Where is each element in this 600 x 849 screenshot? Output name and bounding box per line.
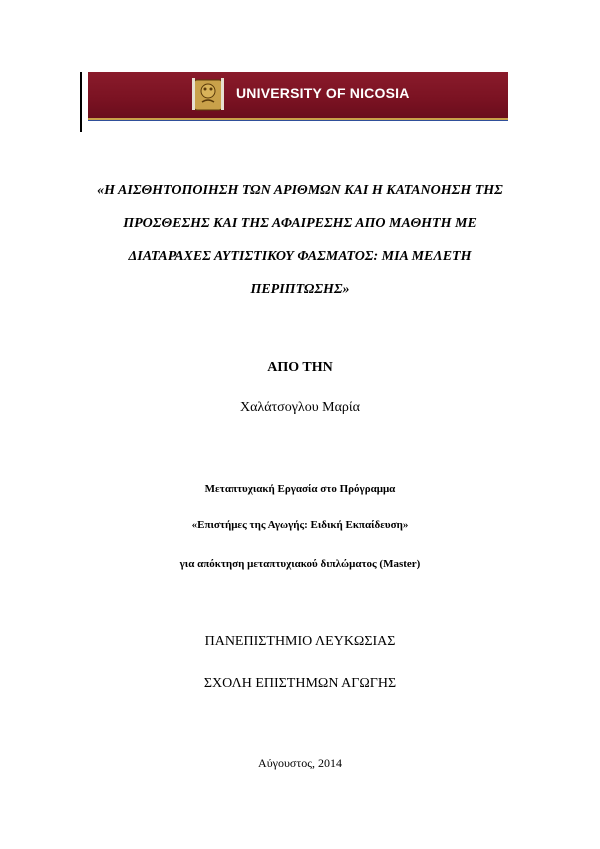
degree-line: για απόκτηση μεταπτυχιακού διπλώματος (Master) (179, 558, 421, 570)
program-name: «Επιστήμες της Αγωγής: Ειδική Εκπαίδευση» (191, 519, 409, 531)
thesis-title (60, 174, 540, 306)
author-name: Χαλάτσογλου Μαρία (239, 400, 361, 415)
university-crest-icon (188, 74, 228, 114)
university-name: UNIVERSITY OF NICOSIA (236, 85, 410, 101)
program-line: Μεταπτυχιακή Εργασία στο Πρόγραμμα (204, 483, 396, 495)
university-banner (88, 72, 508, 120)
title-line: ΠΕΡΙΠΤΩΣΗΣ» (250, 282, 350, 297)
title-line: ΔΙΑΤΑΡΑΧΕΣ ΑΥΤΙΣΤΙΚΟΥ ΦΑΣΜΑΤΟΣ: ΜΙΑ ΜΕΛΕΤΗ (128, 249, 472, 264)
title-line: ΠΡΟΣΘΕΣΗΣ ΚΑΙ ΤΗΣ ΑΦΑΙΡΕΣΗΣ ΑΠΟ ΜΑΘΗΤΗ ΜΕ (123, 216, 477, 231)
title-line: «Η ΑΙΣΘΗΤΟΠΟΙΗΣΗ ΤΩΝ ΑΡΙΘΜΩΝ ΚΑΙ Η ΚΑΤΑΝΟΗΣΗ ΤΗΣ (97, 183, 503, 198)
banner-rule (88, 120, 508, 121)
school-title: ΣΧΟΛΗ ΕΠΙΣΤΗΜΩΝ ΑΓΩΓΗΣ (203, 676, 397, 691)
margin-line (80, 72, 82, 132)
university-title: ΠΑΝΕΠΙΣΤΗΜΙΟ ΛΕΥΚΩΣΙΑΣ (204, 634, 396, 649)
submission-date: Αύγουστος, 2014 (258, 756, 342, 770)
by-label: ΑΠΟ ΤΗΝ (267, 360, 333, 375)
